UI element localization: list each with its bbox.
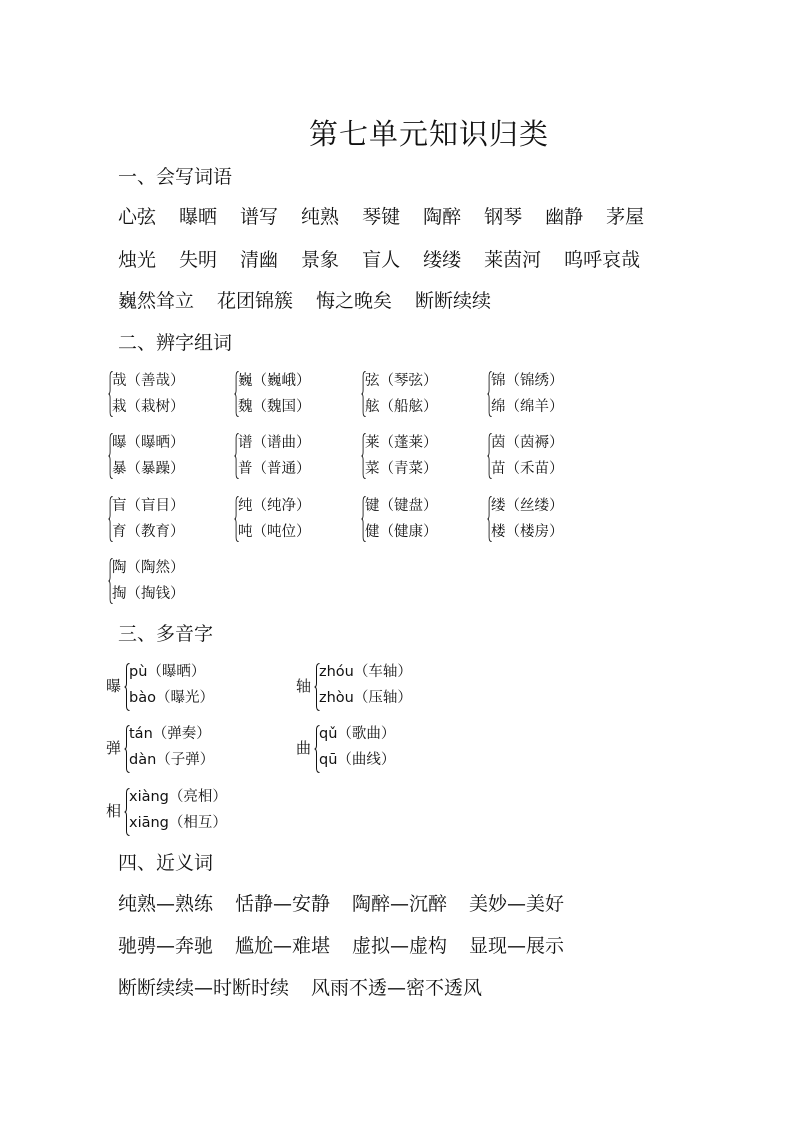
pinyin-line: bào（曝光） [129, 690, 214, 706]
pair-line: 陶（陶然） [112, 560, 185, 576]
pair-line: 吨（吨位） [238, 524, 311, 540]
pinyin-line: tán（弹奏） [129, 726, 211, 742]
word-item: 缕缕 [423, 249, 462, 271]
section-heading-distinguish: 二、辨字组词 [118, 332, 233, 354]
synonym-pair: 纯熟—熟练 [118, 893, 214, 915]
pair-line: 菜（青菜） [365, 461, 438, 477]
word-item: 失明 [179, 249, 218, 271]
char-pair-group [487, 368, 607, 420]
polyphone-char: 相 [106, 802, 122, 820]
synonym-pair: 陶醉—沉醉 [352, 893, 448, 915]
section-heading-synonyms: 四、近义词 [118, 852, 214, 874]
pinyin-line: qū（曲线） [319, 752, 396, 768]
synonym-row-1 [118, 890, 586, 918]
word-item: 莱茵河 [484, 249, 542, 271]
pinyin-line: qǔ（歌曲） [319, 726, 396, 742]
synonym-pair: 显现—展示 [469, 935, 565, 957]
synonym-pair: 尴尬—难堪 [235, 935, 331, 957]
word-item: 陶醉 [423, 206, 462, 228]
synonym-pair: 恬静—安静 [235, 893, 331, 915]
word-item: 纯熟 [301, 206, 340, 228]
synonym-row-3 [118, 974, 504, 1002]
char-pair-group [108, 368, 228, 420]
char-pair-group [108, 493, 228, 545]
word-item: 心弦 [118, 206, 157, 228]
pair-line: 纯（纯净） [238, 498, 311, 514]
pinyin-line: zhòu（压轴） [319, 690, 412, 706]
pair-line: 栽（栽树） [112, 399, 185, 415]
synonym-pair: 美妙—美好 [469, 893, 565, 915]
pair-line: 哉（善哉） [112, 373, 185, 389]
char-pair-group [234, 493, 354, 545]
pair-line: 茵（茵褥） [491, 435, 564, 451]
pinyin-line: xiàng（亮相） [129, 789, 227, 805]
pair-line: 绵（绵羊） [491, 399, 564, 415]
pair-line: 莱（蓬莱） [365, 435, 438, 451]
word-item: 呜呼哀哉 [564, 249, 641, 271]
synonym-pair: 驰骋—奔驰 [118, 935, 214, 957]
polyphone-char: 曲 [296, 739, 312, 757]
char-pair-group [361, 430, 481, 482]
pair-line: 弦（琴弦） [365, 373, 438, 389]
pinyin-line: pù（曝晒） [129, 664, 206, 680]
word-row-1 [118, 203, 667, 231]
polyphone-char: 曝 [106, 677, 122, 695]
word-item: 花团锦簇 [217, 290, 294, 312]
section-heading-polyphones: 三、多音字 [118, 623, 214, 645]
pair-line: 盲（盲目） [112, 498, 185, 514]
word-item: 盲人 [362, 249, 401, 271]
word-row-3 [118, 287, 514, 315]
pinyin-line: xiāng（相互） [129, 815, 227, 831]
word-item: 琴键 [362, 206, 401, 228]
pair-line: 楼（楼房） [491, 524, 564, 540]
pair-line: 键（键盘） [365, 498, 438, 514]
word-item: 幽静 [545, 206, 584, 228]
polyphone-char: 弹 [106, 739, 122, 757]
page-title: 第七单元知识归类 [308, 117, 549, 151]
word-item: 断断续续 [415, 290, 492, 312]
word-item: 悔之晚矣 [316, 290, 393, 312]
pair-line: 普（普通） [238, 461, 311, 477]
char-pair-group [487, 430, 607, 482]
word-item: 谱写 [240, 206, 279, 228]
word-item: 钢琴 [484, 206, 523, 228]
char-pair-group [234, 368, 354, 420]
word-item: 巍然耸立 [118, 290, 195, 312]
pair-line: 育（教育） [112, 524, 185, 540]
pair-line: 魏（魏国） [238, 399, 311, 415]
char-pair-group [361, 493, 481, 545]
word-row-2 [118, 246, 663, 274]
char-pair-group [108, 430, 228, 482]
word-item: 景象 [301, 249, 340, 271]
word-item: 清幽 [240, 249, 279, 271]
polyphone-char: 轴 [296, 677, 312, 695]
word-item: 烛光 [118, 249, 157, 271]
synonym-pair: 风雨不透—密不透风 [311, 977, 483, 999]
pair-line: 掏（掏钱） [112, 586, 185, 602]
pair-line: 暴（暴躁） [112, 461, 185, 477]
pair-line: 锦（锦绣） [491, 373, 564, 389]
word-item: 茅屋 [606, 206, 645, 228]
char-pair-group [234, 430, 354, 482]
word-item: 曝晒 [179, 206, 218, 228]
pair-line: 舷（船舷） [365, 399, 438, 415]
synonym-pair: 虚拟—虚构 [352, 935, 448, 957]
pair-line: 曝（曝晒） [112, 435, 185, 451]
pair-line: 健（健康） [365, 524, 438, 540]
section-heading-words: 一、会写词语 [118, 166, 233, 188]
pair-line: 谱（谱曲） [238, 435, 311, 451]
synonym-pair: 断断续续—时断时续 [118, 977, 290, 999]
pair-line: 巍（巍峨） [238, 373, 311, 389]
pinyin-line: zhóu（车轴） [319, 664, 412, 680]
char-pair-group [361, 368, 481, 420]
synonym-row-2 [118, 932, 586, 960]
pair-line: 苗（禾苗） [491, 461, 564, 477]
pair-line: 缕（丝缕） [491, 498, 564, 514]
pinyin-line: dàn（子弹） [129, 752, 215, 768]
char-pair-group [108, 555, 228, 607]
char-pair-group [487, 493, 607, 545]
